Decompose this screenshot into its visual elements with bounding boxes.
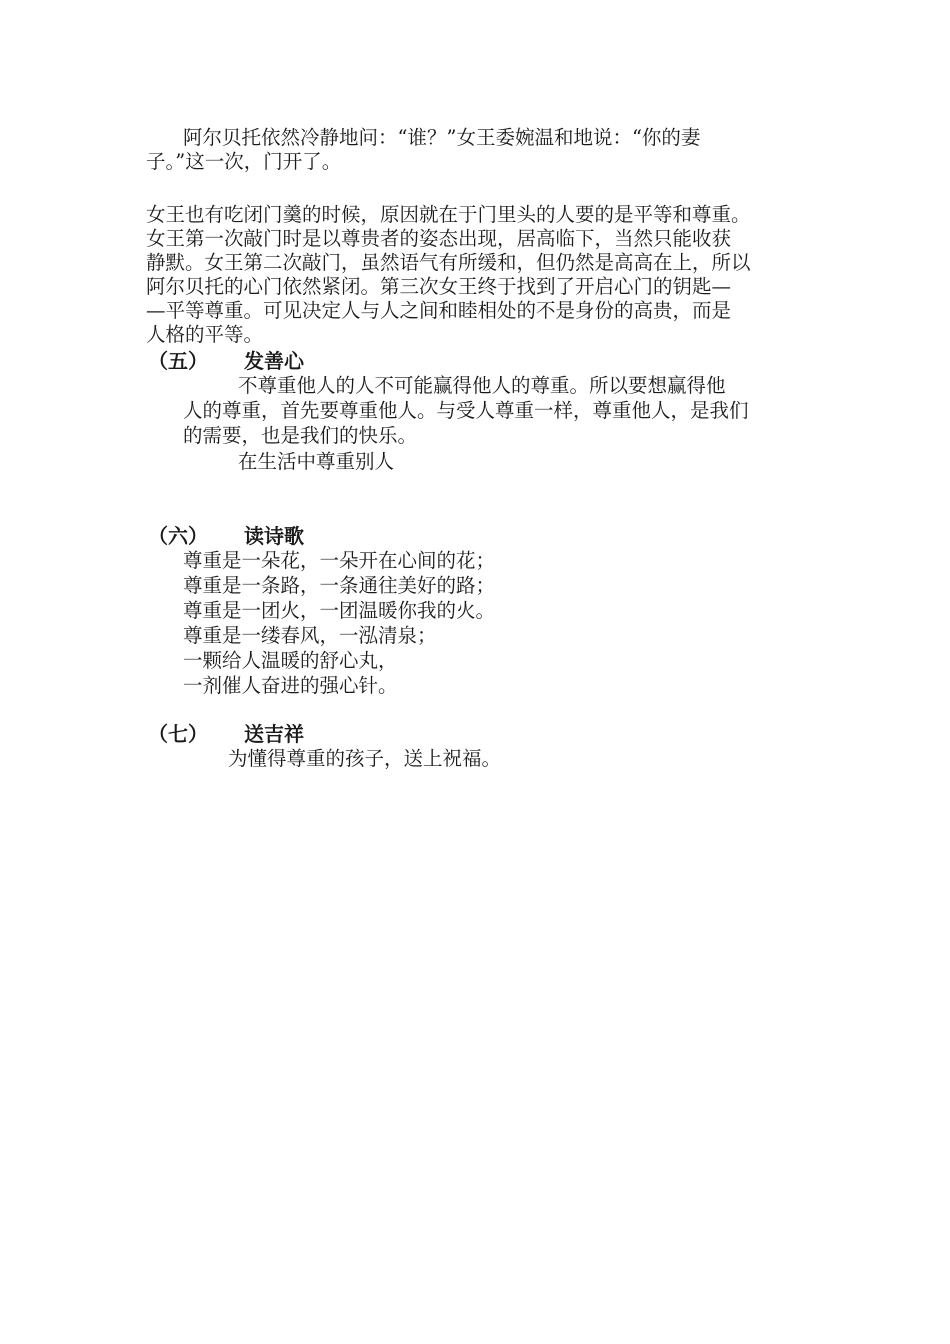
section5-title: 发善心 [244, 349, 304, 373]
analysis-line-2: 女王第一次敲门时是以尊贵者的姿态出现，居高临下，当然只能收获 [146, 227, 732, 250]
analysis-line-6: 人格的平等。 [146, 323, 264, 346]
poem-line-5: 一颗给人温暖的舒心丸， [183, 649, 398, 672]
section5-line-4: 在生活中尊重别人 [238, 450, 395, 473]
analysis-line-5: —平等尊重。可见决定人与人之间和睦相处的不是身份的高贵，而是 [146, 299, 732, 322]
section6-title: 读诗歌 [244, 524, 304, 548]
poem-line-2: 尊重是一条路，一条通往美好的路； [183, 574, 496, 597]
section5-number: （五） [148, 349, 208, 373]
section5-line-1: 不尊重他人的人不可能赢得他人的尊重。所以要想赢得他 [238, 374, 726, 397]
analysis-line-3: 静默。女王第二次敲门，虽然语气有所缓和，但仍然是高高在上，所以 [146, 251, 751, 274]
poem-line-4: 尊重是一缕春风，一泓清泉； [183, 624, 437, 647]
section5-line-2: 人的尊重，首先要尊重他人。与受人尊重一样，尊重他人，是我们 [183, 399, 749, 422]
section5-line-3: 的需要，也是我们的快乐。 [183, 424, 418, 447]
section5-heading [148, 349, 304, 373]
section7-heading [148, 722, 304, 746]
section7-line-1: 为懂得尊重的孩子，送上祝福。 [228, 747, 502, 770]
poem-line-6: 一剂催人奋进的强心针。 [183, 674, 398, 697]
intro-line-2: 子。”这一次，门开了。 [146, 150, 342, 173]
analysis-line-4: 阿尔贝托的心门依然紧闭。第三次女王终于找到了开启心门的钥匙— [146, 275, 732, 298]
poem-line-1: 尊重是一朵花，一朵开在心间的花； [183, 549, 496, 572]
section6-number: （六） [148, 524, 208, 548]
analysis-line-1: 女王也有吃闭门羹的时候，原因就在于门里头的人要的是平等和尊重。 [146, 203, 751, 226]
section6-heading [148, 524, 304, 548]
intro-line-1: 阿尔贝托依然冷静地问：“谁？”女王委婉温和地说：“你的妻 [183, 126, 701, 149]
section7-number: （七） [148, 722, 208, 746]
section7-title: 送吉祥 [244, 722, 304, 746]
poem-line-3: 尊重是一团火，一团温暖你我的火。 [183, 599, 496, 622]
